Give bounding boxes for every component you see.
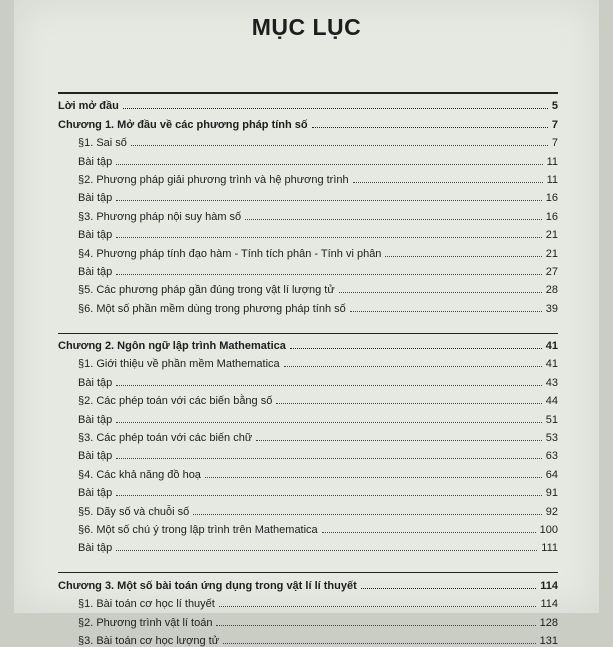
- toc-page-number: 16: [545, 192, 558, 205]
- toc-entry-label: §3. Các phép toán với các biến chữ: [78, 432, 253, 445]
- toc-exercise-row[interactable]: [58, 370, 558, 388]
- toc-page-number: 51: [545, 413, 558, 426]
- toc-section-row[interactable]: [58, 426, 558, 444]
- toc-entry-label: Bài tập: [78, 265, 113, 278]
- toc-entry-label: Bài tập: [78, 155, 113, 168]
- toc-exercise-row[interactable]: [58, 444, 558, 462]
- toc-chapter-row[interactable]: [58, 112, 558, 130]
- toc-section-row[interactable]: [58, 629, 558, 647]
- chapter-gap: [58, 315, 558, 329]
- dot-leader: [223, 643, 536, 644]
- toc-page-number: 27: [545, 265, 558, 278]
- toc-chapter-row[interactable]: [58, 334, 558, 352]
- toc-entry-label: §2. Phương trình vật lí toán: [78, 616, 213, 629]
- toc-entry-label: §6. Một số phần mềm dùng trong phương pháp tính số: [78, 302, 346, 315]
- toc-page-number: 41: [545, 340, 558, 353]
- dot-leader: [116, 385, 542, 386]
- toc-exercise-row[interactable]: [58, 536, 558, 554]
- toc-entry-label: §2. Các phép toán với các biến bằng số: [78, 395, 273, 408]
- toc-section-row[interactable]: [58, 296, 558, 314]
- toc-entry-label: §5. Các phương pháp gần đúng trong vật lí lượng tử: [78, 284, 335, 297]
- toc-page-number: 128: [539, 616, 558, 629]
- table-of-contents: [58, 92, 558, 647]
- toc-section-row[interactable]: [58, 352, 558, 370]
- toc-page-number: 21: [545, 247, 558, 260]
- dot-leader: [312, 127, 548, 128]
- toc-page-number: 114: [540, 598, 558, 611]
- toc-exercise-row[interactable]: [58, 481, 558, 499]
- toc-section-row[interactable]: [58, 389, 558, 407]
- toc-entry-label: Bài tập: [78, 229, 113, 242]
- toc-section-row[interactable]: [58, 518, 558, 536]
- dot-leader: [216, 625, 535, 626]
- dot-leader: [116, 458, 542, 459]
- toc-entry-label: Chương 3. Một số bài toán ứng dụng trong vật lí lí thuyết: [58, 579, 357, 592]
- toc-page-number: 21: [545, 229, 558, 242]
- toc-exercise-row[interactable]: [58, 186, 558, 204]
- toc-page-number: 11: [546, 155, 558, 168]
- dot-leader: [276, 403, 541, 404]
- dot-leader: [350, 311, 542, 312]
- toc-section-row[interactable]: [58, 204, 558, 222]
- toc-entry-label: §4. Các khả năng đồ hoạ: [78, 468, 201, 481]
- dot-leader: [353, 182, 543, 183]
- toc-page-number: 53: [545, 432, 558, 445]
- toc-entry-label: Bài tập: [78, 450, 113, 463]
- toc-entry-label: Chương 1. Mở đầu về các phương pháp tính số: [58, 118, 308, 131]
- toc-page-number: 92: [545, 505, 558, 518]
- dot-leader: [116, 164, 542, 165]
- toc-section-row[interactable]: [58, 499, 558, 517]
- toc-page-number: 11: [546, 173, 558, 186]
- dot-leader: [116, 422, 542, 423]
- toc-page-number: 28: [545, 284, 558, 297]
- toc-exercise-row[interactable]: [58, 223, 558, 241]
- toc-entry-label: Bài tập: [78, 192, 113, 205]
- dot-leader: [322, 532, 536, 533]
- dot-leader: [116, 495, 542, 496]
- toc-section-row[interactable]: [58, 278, 558, 296]
- toc-page-number: 131: [539, 634, 558, 647]
- toc-entry-label: §1. Giới thiệu về phần mềm Mathematica: [78, 358, 280, 371]
- chapter-gap: [58, 554, 558, 568]
- toc-entry-label: §1. Bài toán cơ học lí thuyết: [78, 598, 215, 611]
- dot-leader: [193, 514, 541, 515]
- dot-leader: [385, 256, 541, 257]
- toc-entry-label: Chương 2. Ngôn ngữ lập trình Mathematica: [58, 340, 286, 353]
- toc-exercise-row[interactable]: [58, 407, 558, 425]
- toc-entry-label: §5. Dãy số và chuỗi số: [78, 505, 190, 518]
- toc-page-number: 100: [539, 523, 558, 536]
- page-title: MỤC LỤC: [251, 14, 362, 40]
- toc-section-row[interactable]: [58, 241, 558, 259]
- dot-leader: [339, 292, 542, 293]
- dot-leader: [205, 477, 542, 478]
- toc-entry-label: Bài tập: [78, 487, 113, 500]
- toc-entry-label: Bài tập: [78, 376, 113, 389]
- toc-page-number: 111: [541, 542, 558, 555]
- dot-leader: [361, 588, 537, 589]
- toc-page-number: 41: [545, 358, 558, 371]
- dot-leader: [116, 237, 542, 238]
- toc-entry-label: §3. Phương pháp nội suy hàm số: [78, 210, 242, 223]
- dot-leader: [284, 366, 542, 367]
- toc-section-row[interactable]: [58, 592, 558, 610]
- dot-leader: [131, 145, 548, 146]
- toc-page-number: 114: [540, 579, 558, 592]
- toc-entry-label: Bài tập: [78, 542, 113, 555]
- toc-section-row[interactable]: [58, 462, 558, 480]
- toc-entry-label: §6. Một số chú ý trong lập trình trên Mathematica: [78, 523, 318, 536]
- toc-entry-label: Lời mở đầu: [58, 100, 119, 113]
- toc-page-number: 5: [551, 100, 558, 113]
- toc-entry-label: §4. Phương pháp tính đạo hàm - Tính tích phân - Tính vi phân: [78, 247, 382, 260]
- toc-exercise-row[interactable]: [58, 260, 558, 278]
- toc-page-number: 16: [545, 210, 558, 223]
- dot-leader: [245, 219, 542, 220]
- dot-leader: [256, 440, 542, 441]
- toc-page-number: 63: [545, 450, 558, 463]
- toc-page-number: 7: [551, 137, 558, 150]
- toc-page-number: 39: [545, 302, 558, 315]
- dot-leader: [219, 606, 537, 607]
- dot-leader: [290, 348, 542, 349]
- toc-page-number: 44: [545, 395, 558, 408]
- toc-page-number: 64: [545, 468, 558, 481]
- toc-entry-label: §3. Bài toán cơ học lượng tử: [78, 634, 220, 647]
- dot-leader: [123, 108, 548, 109]
- toc-section-row[interactable]: [58, 168, 558, 186]
- toc-page-number: 7: [551, 118, 558, 131]
- toc-chapter-row[interactable]: [58, 94, 558, 112]
- toc-section-row[interactable]: [58, 131, 558, 149]
- dot-leader: [116, 200, 542, 201]
- toc-exercise-row[interactable]: [58, 149, 558, 167]
- toc-page-number: 91: [545, 487, 558, 500]
- dot-leader: [116, 274, 542, 275]
- toc-entry-label: §1. Sai số: [78, 137, 127, 150]
- toc-chapter-row[interactable]: [58, 573, 558, 591]
- dot-leader: [116, 550, 537, 551]
- toc-page-number: 43: [545, 376, 558, 389]
- toc-entry-label: Bài tập: [78, 413, 113, 426]
- toc-entry-label: §2. Phương pháp giải phương trình và hệ phương trình: [78, 173, 349, 186]
